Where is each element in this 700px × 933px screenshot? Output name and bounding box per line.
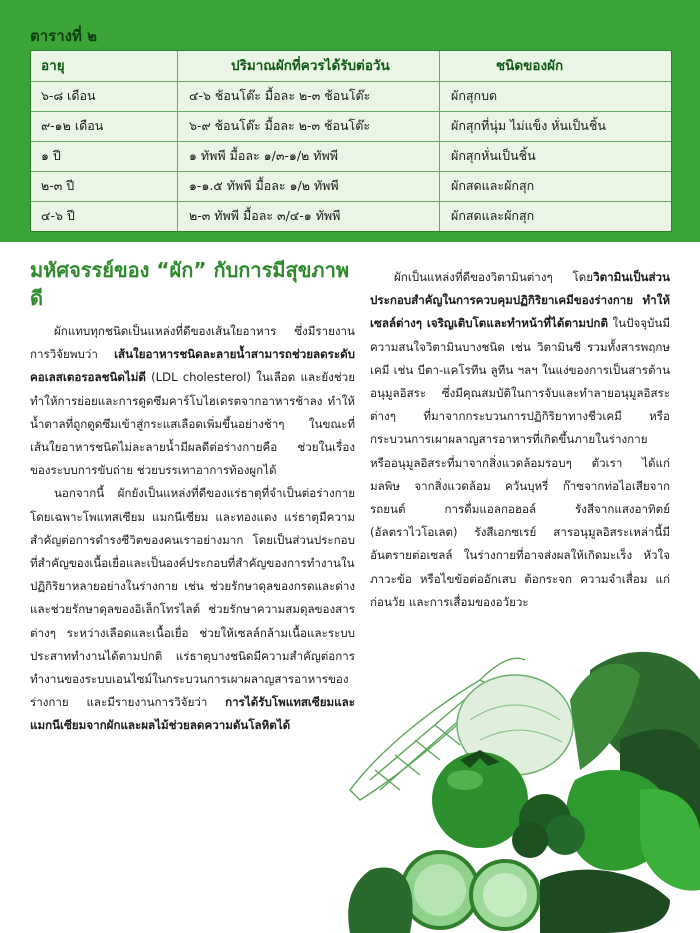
paragraph-text: นอกจากนี้ ผักยังเป็นแหล่งที่ดีของแร่ธาตุที่จำเป็นต่อร่างกาย โดยเฉพาะโพแทสเซียม แมกนีเซียม และทองแดง แร่ธาตุมีความสำคัญต่อการดำรงชีวิตของคนเราอย่างมาก โดยเป็นส่วนประกอบที่สำคัญของเนื้อเยื่อและเป็นองค์ประกอบที่สำคัญของการทำงานในปฏิกิริยาหลายอย่างในร่างกาย เช่น ช่วยรักษาดุลของกรดและด่าง และช่วยรักษาดุลของอิเล็กโทรไลต์ ช่วยรักษาความสมดุลของสารต่างๆ ระหว่างเลือดและเนื้อเยื่อ ช่วยให้เซลล์กล้ามเนื้อและระบบประสาททำงานได้ตามปกติ แร่ธาตุบางชนิดมีความสำคัญต่อการทำงานของระบบเอนไซม์ในกระบวนการเผาผลาญสารอาหารของร่างกาย และมีรายงานการวิจัยว่า (30, 486, 355, 710)
row-age: ๑ ปี (41, 148, 61, 163)
table-row (31, 171, 671, 202)
paragraph (370, 266, 670, 614)
paragraph-text: (LDL cholesterol) ในเลือด และยังช่วยทำให้การย่อยและการดูดซึมคาร์โบไฮเดรตจากอาหารช้าลง ทำให้น้ำตาลที่ถูกดูดซึมเข้าสู่กระแสเลือดเพิ่มขึ้นอย่างช้าๆ ในขณะที่เส้นใยอาหารชนิดไม่ละลายน้ำมีผลดีต่อร่างกายคือ ช่วยในเรื่องของระบบการขับถ่าย ช่วยบรรเทาอาการท้องผูกได้ (30, 370, 355, 478)
row-amount: ๒-๓ ทัพพี มื้อละ ๓/๔-๑ ทัพพี (189, 208, 341, 223)
table-caption: ตารางที่ ๒ (30, 27, 97, 45)
vegetables-illustration (340, 640, 700, 933)
header-age: อายุ (41, 58, 65, 74)
table-row (31, 141, 671, 172)
table-band (0, 0, 700, 242)
paragraph-emphasis: เส้นใยอาหารชนิดละลายน้ำสามารถช่วยลดระดับคอเลสเตอรอลชนิดไม่ดี (30, 347, 355, 385)
row-type: ผักสุกหั่นเป็นชิ้น (451, 148, 536, 163)
left-column (30, 320, 355, 738)
paragraph-emphasis: วิตามินเป็นส่วนประกอบสำคัญในการควบคุมปฏิกิริยาเคมีของร่างกาย ทำให้เซลล์ต่างๆ เจริญเติบโตและทำหน้าที่ได้ตามปกติ (370, 270, 670, 331)
right-column (370, 266, 670, 614)
table-row (31, 81, 671, 112)
paragraph-text: ผักเป็นแหล่งที่ดีของวิตามินต่างๆ โดย (394, 270, 594, 284)
row-type: ผักสดและผักสุก (451, 178, 535, 193)
paragraph (30, 482, 355, 737)
row-type: ผักสุกบด (451, 88, 498, 103)
row-amount: ๑-๑.๕ ทัพพี มื้อละ ๑/๒ ทัพพี (189, 178, 339, 193)
row-amount: ๑ ทัพพี มื้อละ ๑/๓-๑/๒ ทัพพี (189, 148, 338, 163)
row-age: ๒-๓ ปี (41, 178, 75, 193)
table-header-row (31, 51, 671, 82)
row-age: ๙-๑๒ เดือน (41, 118, 104, 133)
paragraph-text: ผักแทบทุกชนิดเป็นแหล่งที่ดีของเส้นใยอาหาร ซึ่งมีรายงานการวิจัยพบว่า (30, 324, 355, 362)
table-row (31, 111, 671, 142)
row-amount: ๖-๙ ช้อนโต๊ะ มื้อละ ๒-๓ ช้อนโต๊ะ (189, 118, 371, 133)
row-type: ผักสุกที่นุ่ม ไม่แข็ง หั่นเป็นชิ้น (451, 118, 606, 133)
article-heading: มหัศจรรย์ของ “ผัก” กับการมีสุขภาพดี (30, 258, 350, 310)
header-amount: ปริมาณผักที่ควรได้รับต่อวัน (231, 58, 390, 74)
row-type: ผักสดและผักสุก (451, 208, 535, 223)
row-amount: ๔-๖ ช้อนโต๊ะ มื้อละ ๒-๓ ช้อนโต๊ะ (189, 88, 371, 103)
header-type: ชนิดของผัก (496, 58, 564, 74)
paragraph (30, 320, 355, 482)
table-row (31, 201, 671, 231)
paragraph-emphasis: การได้รับโพแทสเซียมและแมกนีเซียมจากผักและผลไม้ช่วยลดความดันโลหิตได้ (30, 695, 355, 733)
vegetable-intake-table (30, 50, 672, 232)
cucumber-slice-icon (402, 852, 539, 929)
row-age: ๖-๘ เดือน (41, 88, 96, 103)
paragraph-text: ในปัจจุบันมีความสนใจวิตามินบางชนิด เช่น วิตามินซี รวมทั้งสารพฤกษเคมี เช่น บีตา-แคโรทีน ลูทีน ฯลฯ ในแง่ของการเป็นสารต้านอนุมูลอิสระ ซึ่งมีคุณสมบัติในการจับและทำลายอนุมูลอิสระต่างๆ ที่มาจากกระบวนการปฏิกิริยาทางชีวเคมี หรือกระบวนการเผาผลาญสารอาหารที่เกิดขึ้นภายในร่างกาย หรืออนุมูลอิสระที่มาจากสิ่งแวดล้อมรอบๆ ตัวเรา ได้แก่ มลพิษ จากสิ่งแวดล้อม ควันบุหรี่ ก๊าซจากท่อไอเสียจากรถยนต์ การดื่มแอลกอฮอล์ รังสีจากแสงอาทิตย์ (อัลตราไวโอเลต) รังสีเอกซเรย์ สารอนุมูลอิสระเหล่านี้มีอันตรายต่อเซลล์ ในร่างกายที่อาจส่งผลให้เกิดมะเร็ง หัวใจ ภาวะข้อ หรือไขข้อต่ออักเสบ ต้อกระจก ความจำเสื่อม แก่ก่อนวัย และการเสื่อมของอวัยวะ (370, 316, 670, 609)
row-age: ๔-๖ ปี (41, 208, 75, 223)
